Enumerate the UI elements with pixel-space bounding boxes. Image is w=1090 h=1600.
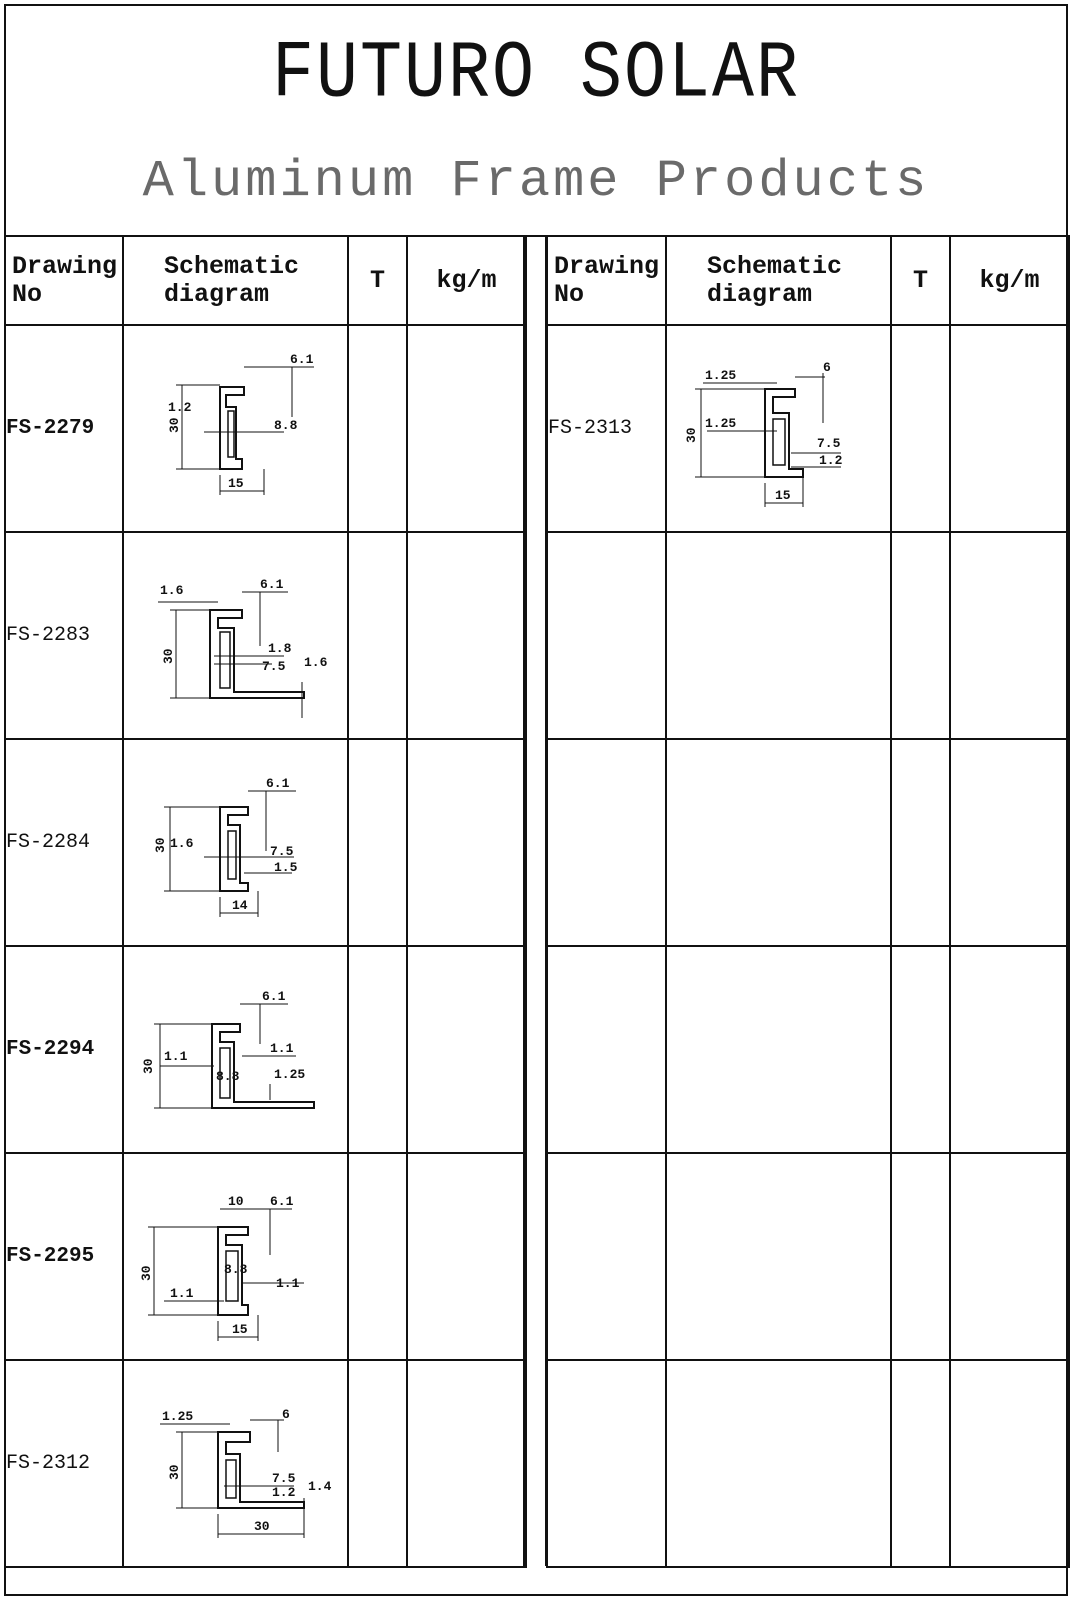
drawing-no-header [5, 236, 123, 325]
dim-label: 30 [684, 427, 699, 443]
dim-label: 1.1 [270, 1041, 294, 1056]
schematic-cell [666, 532, 891, 739]
kgm-cell [407, 1153, 526, 1360]
dim-label: 1.4 [308, 1479, 332, 1494]
t-cell [348, 1360, 407, 1567]
dim-label: 30 [167, 1464, 182, 1480]
dim-label: 8.8 [224, 1262, 248, 1277]
header-text: No [12, 279, 43, 309]
dim-label: 30 [139, 1265, 154, 1281]
dim-label: 30 [167, 417, 182, 433]
t-cell [891, 1360, 950, 1567]
t-cell [891, 739, 950, 946]
profile-diagram-fs2313 [667, 327, 888, 530]
table-row [5, 532, 526, 739]
dim-label: 8.8 [216, 1069, 240, 1084]
header-text: Drawing [554, 251, 660, 281]
table-row [5, 325, 526, 532]
dim-label: 1.25 [274, 1067, 306, 1082]
profile-diagram-fs2295 [124, 1155, 345, 1358]
dim-label: 6.1 [260, 577, 284, 592]
kgm-cell [950, 739, 1069, 946]
kgm-cell [407, 1360, 526, 1567]
table-row [547, 532, 1069, 739]
kgm-header: kg/m [950, 236, 1069, 325]
dim-label: 30 [141, 1058, 156, 1074]
t-cell [348, 1153, 407, 1360]
t-cell [891, 946, 950, 1153]
kgm-cell [950, 1153, 1069, 1360]
dim-label: 1.2 [168, 400, 192, 415]
header-text: diagram [707, 279, 813, 309]
dim-label: 1.25 [705, 416, 737, 431]
dim-label: 30 [254, 1519, 270, 1534]
dim-label: 8.8 [274, 418, 298, 433]
header-text: Schematic [707, 251, 843, 281]
dim-label: 1.25 [705, 368, 737, 383]
schematic-cell [666, 739, 891, 946]
table-row [547, 1153, 1069, 1360]
table-row [547, 739, 1069, 946]
table-row [547, 325, 1069, 532]
dim-label: 15 [775, 488, 791, 503]
t-header: T [348, 236, 407, 325]
dim-label: 15 [232, 1322, 248, 1337]
table-row [5, 1360, 526, 1567]
drawing-no-cell [547, 532, 666, 739]
table-row [547, 946, 1069, 1153]
schematic-cell [123, 532, 348, 739]
kgm-cell [407, 946, 526, 1153]
schematic-cell [123, 739, 348, 946]
t-cell [891, 1153, 950, 1360]
schematic-cell [123, 1360, 348, 1567]
schematic-header [666, 236, 891, 325]
dim-label: 6 [282, 1407, 290, 1422]
kgm-cell [407, 532, 526, 739]
t-cell [891, 532, 950, 739]
dim-label: 10 [228, 1194, 244, 1209]
page-header [4, 4, 1068, 237]
dim-label: 6 [823, 360, 831, 375]
kgm-cell [407, 739, 526, 946]
t-cell [348, 532, 407, 739]
header-text: diagram [164, 279, 270, 309]
dim-label: 6.1 [270, 1194, 294, 1209]
drawing-no-cell: FS-2295 [5, 1153, 123, 1360]
kgm-cell [950, 325, 1069, 532]
table-header-row [5, 236, 526, 325]
dim-label: 30 [153, 837, 168, 853]
table-row [5, 1153, 526, 1360]
drawing-no-header [547, 236, 666, 325]
kgm-cell [407, 325, 526, 532]
dim-label: 1.1 [170, 1286, 194, 1301]
table-row [547, 1360, 1069, 1567]
dim-label: 1.25 [162, 1409, 194, 1424]
schematic-cell [666, 325, 891, 532]
kgm-cell [950, 532, 1069, 739]
kgm-cell [950, 946, 1069, 1153]
page-subtitle: Aluminum Frame Products [142, 152, 930, 211]
product-table-left [4, 235, 527, 1568]
dim-label: 1.2 [272, 1485, 296, 1500]
t-cell [348, 946, 407, 1153]
drawing-no-cell [547, 739, 666, 946]
schematic-cell [123, 1153, 348, 1360]
profile-diagram-fs2294 [124, 948, 345, 1151]
dim-label: 1.2 [819, 453, 843, 468]
schematic-header [123, 236, 348, 325]
drawing-no-cell [547, 1360, 666, 1567]
kgm-header: kg/m [407, 236, 526, 325]
kgm-cell [950, 1360, 1069, 1567]
drawing-no-cell: FS-2294 [5, 946, 123, 1153]
drawing-no-cell: FS-2284 [5, 739, 123, 946]
dim-label: 30 [161, 648, 176, 664]
schematic-cell [123, 946, 348, 1153]
schematic-cell [666, 1153, 891, 1360]
t-cell [891, 325, 950, 532]
profile-diagram-fs2312 [124, 1362, 345, 1565]
table-row [5, 739, 526, 946]
profile-diagram-fs2279 [124, 327, 345, 530]
schematic-cell [666, 1360, 891, 1567]
t-header: T [891, 236, 950, 325]
dim-label: 1.6 [170, 836, 194, 851]
drawing-no-cell [547, 946, 666, 1153]
dim-label: 1.6 [304, 655, 328, 670]
dim-label: 6.1 [262, 989, 286, 1004]
dim-label: 7.5 [817, 436, 841, 451]
t-cell [348, 739, 407, 946]
product-table-right [546, 235, 1070, 1568]
profile-diagram-fs2283 [124, 534, 345, 737]
drawing-no-cell [547, 1153, 666, 1360]
dim-label: 6.1 [290, 352, 314, 367]
drawing-no-cell: FS-2313 [547, 325, 666, 532]
dim-label: 1.5 [274, 860, 298, 875]
drawing-no-cell: FS-2312 [5, 1360, 123, 1567]
dim-label: 1.8 [268, 641, 292, 656]
dim-label: 1.1 [164, 1049, 188, 1064]
schematic-cell [123, 325, 348, 532]
dim-label: 7.5 [262, 659, 286, 674]
dim-label: 7.5 [270, 844, 294, 859]
dim-label: 1.6 [160, 583, 184, 598]
header-text: Drawing [12, 251, 118, 281]
dim-label: 7.5 [272, 1471, 296, 1486]
header-text: No [554, 279, 585, 309]
drawing-no-cell: FS-2279 [5, 325, 123, 532]
profile-diagram-fs2284 [124, 741, 345, 944]
dim-label: 14 [232, 898, 248, 913]
page-title: FUTURO SOLAR [271, 30, 801, 121]
drawing-no-cell: FS-2283 [5, 532, 123, 739]
dim-label: 15 [228, 476, 244, 491]
schematic-cell [666, 946, 891, 1153]
header-text: Schematic [164, 251, 300, 281]
t-cell [348, 325, 407, 532]
table-row [5, 946, 526, 1153]
table-header-row [547, 236, 1069, 325]
dim-label: 6.1 [266, 776, 290, 791]
dim-label: 1.1 [276, 1276, 300, 1291]
